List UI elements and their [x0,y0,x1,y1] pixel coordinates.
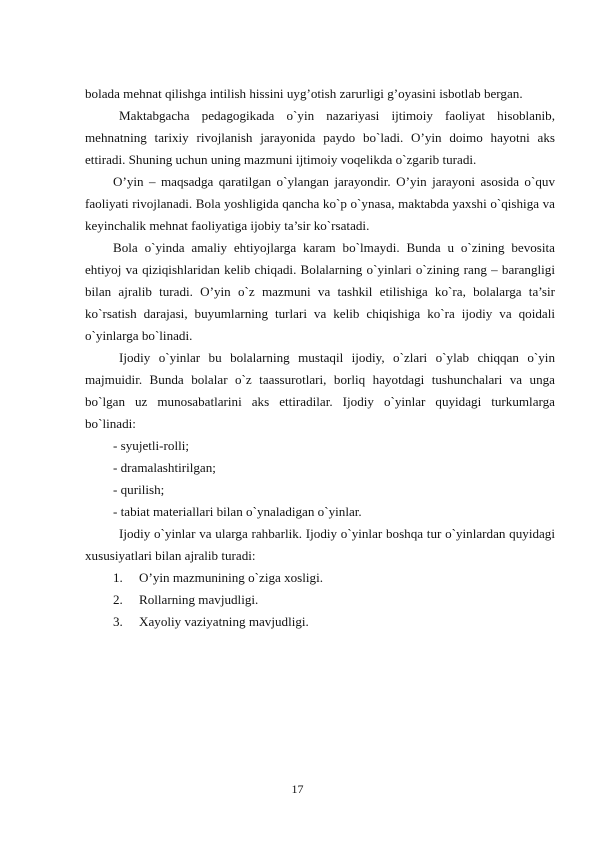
list-item-text: Xayoliy vaziyatning mavjudligi. [139,614,309,629]
numbered-list-item [85,611,555,633]
list-item-text: O’yin mazmunining o`ziga xosligi. [139,570,324,585]
paragraph-game-types: Bola o`yinda amaliy ehtiyojlarga karam bo`lmaydi. Bunda u o`zining bevosita ehtiyoj va qiziqishlaridan kelib chiqadi. Bolalarning o`yinlari o`zining rang – barangligi bilan ajralib turadi. O’yin o`z mazmuni va tashkil etilishiga ko`ra, bolalarga ta’sir ko`rsatish darajasi, buyumlarning turlari va kelib chiqishiga ko`ra ijodiy va qoidali o`yinlarga bo`linadi. [85,240,555,343]
paragraph-game-theory: Maktabgacha pedagogikada o`yin nazariyasi ijtimoiy faoliyat hisoblanib, mehnatning tarixiy rivojlanish jarayonida paydo bo`ladi. O’yin doimo hayotni aks ettiradi. Shuning uchun uning mazmuni ijtimoiy voqelikda o`zgarib turadi. [85,108,555,167]
dash-list-item: - qurilish; [113,482,165,497]
paragraph-creative-games: Ijodiy o`yinlar bu bolalarning mustaqil ijodiy, o`zlari o`ylab chiqqan o`yin majmuidir. Bunda bolalar o`z taassurotlari, borliq hayotdagi tushunchalari va unga bo`lgan uz munosabatlarini aks ettiradilar. Ijodiy o`yinlar quyidagi turkumlarga bo`linadi: [85,350,555,431]
paragraph-creative-guidance: Ijodiy o`yinlar va ularga rahbarlik. Ijodiy o`yinlar boshqa tur o`yinlardan quyidagi xususiyatlari bilan ajralib turadi: [85,526,555,563]
page-number: 17 [291,782,304,796]
dash-list [85,435,555,523]
paragraph-game-definition: O’yin – maqsadga qaratilgan o`ylangan jarayondir. O’yin jarayoni asosida o`quv faoliyati rivojlanadi. Bola yoshligida qancha ko`p o`ynasa, maktabda yaxshi o`qishiga va keyinchalik mehnat faoliyatiga ijobiy ta’sir ko`rsatadi. [85,174,555,233]
paragraph-continuation: bolada mehnat qilishga intilish hissini uyg’otish zarurligi g’oyasini isbotlab bergan. [85,86,523,101]
list-number: 2. [113,592,123,607]
dash-list-item: - dramalashtirilgan; [113,460,216,475]
dash-list-item: - syujetli-rolli; [113,438,190,453]
numbered-list-item [85,567,555,589]
list-item-text: Rollarning mavjudligi. [139,592,259,607]
numbered-list-item [85,589,555,611]
numbered-list [85,567,555,633]
dash-list-item: - tabiat materiallari bilan o`ynaladigan o`yinlar. [113,504,362,519]
list-number: 1. [113,570,123,585]
page-body [85,83,555,633]
list-number: 3. [113,614,123,629]
